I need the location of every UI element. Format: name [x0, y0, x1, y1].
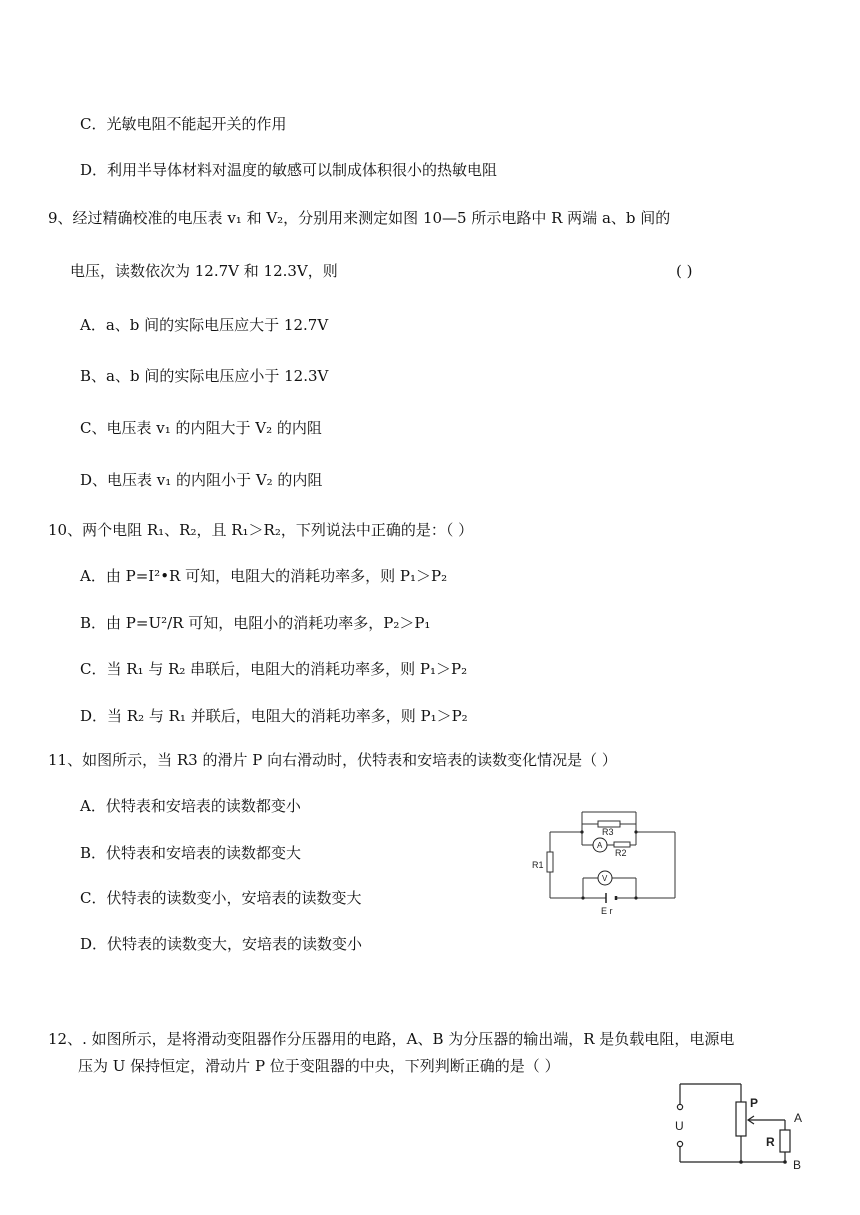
q9-option-b: B、a、b 间的实际电压应小于 12.3V — [80, 367, 329, 385]
q9-stem-line2: 电压，读数依次为 12.7V 和 12.3V，则 — [70, 262, 338, 280]
q11-option-c: C．伏特表的读数变小，安培表的读数变大 — [80, 889, 362, 907]
r-label: R — [766, 1135, 775, 1149]
q11-stem: 11、如图所示，当 R3 的滑片 P 向右滑动时，伏特表和安培表的读数变化情况是（ ） — [48, 751, 617, 769]
u-label: U — [675, 1119, 684, 1133]
q9-option-a: A．a、b 间的实际电压应大于 12.7V — [80, 316, 329, 334]
terminal-bottom-icon — [677, 1141, 682, 1146]
q9-option-c: C、电压表 v₁ 的内阻大于 V₂ 的内阻 — [80, 419, 322, 437]
q9-stem-line1: 9、经过精确校准的电压表 v₁ 和 V₂，分别用来测定如图 10—5 所示电路中 R 两端 a、b 间的 — [48, 209, 671, 227]
a-label: A — [794, 1111, 803, 1125]
q10-option-d: D．当 R₂ 与 R₁ 并联后，电阻大的消耗功率多，则 P₁＞P₂ — [80, 707, 468, 725]
r3-label: R3 — [602, 827, 614, 837]
q9-option-d: D、电压表 v₁ 的内阻小于 V₂ 的内阻 — [80, 471, 323, 489]
p-label: P — [750, 1096, 759, 1110]
q9-answer-blank: ( ) — [676, 262, 693, 280]
terminal-top-icon — [677, 1104, 682, 1109]
q11-option-a: A．伏特表和安培表的读数都变小 — [80, 797, 301, 815]
ammeter-label: A — [597, 841, 603, 850]
source-label: E r — [601, 906, 613, 916]
b-label: B — [793, 1158, 802, 1172]
q8-option-c: C．光敏电阻不能起开关的作用 — [80, 115, 287, 133]
q11-option-d: D．伏特表的读数变大，安培表的读数变小 — [80, 935, 363, 953]
q11-circuit-diagram — [528, 800, 683, 918]
r2-label: R2 — [615, 848, 627, 858]
q10-option-a: A．由 P=I²•R 可知，电阻大的消耗功率多，则 P₁＞P₂ — [80, 567, 448, 585]
q8-option-d: D．利用半导体材料对温度的敏感可以制成体积很小的热敏电阻 — [80, 161, 498, 179]
q10-stem: 10、两个电阻 R₁、R₂，且 R₁＞R₂，下列说法中正确的是：（ ） — [48, 521, 474, 539]
q12-stem-line1: 12、. 如图所示，是将滑动变阻器作分压器用的电路，A、B 为分压器的输出端，R 是负载电阻，电源电 — [48, 1030, 735, 1048]
voltmeter-label: V — [602, 874, 608, 883]
q10-option-b: B．由 P=U²/R 可知，电阻小的消耗功率多，P₂＞P₁ — [80, 614, 431, 632]
q10-option-c: C．当 R₁ 与 R₂ 串联后，电阻大的消耗功率多，则 P₁＞P₂ — [80, 660, 468, 678]
r1-label: R1 — [532, 860, 544, 870]
q11-option-b: B．伏特表和安培表的读数都变大 — [80, 844, 302, 862]
q12-stem-line2: 压为 U 保持恒定，滑动片 P 位于变阻器的中央，下列判断正确的是（ ） — [78, 1057, 560, 1075]
q12-divider-circuit — [664, 1080, 814, 1175]
